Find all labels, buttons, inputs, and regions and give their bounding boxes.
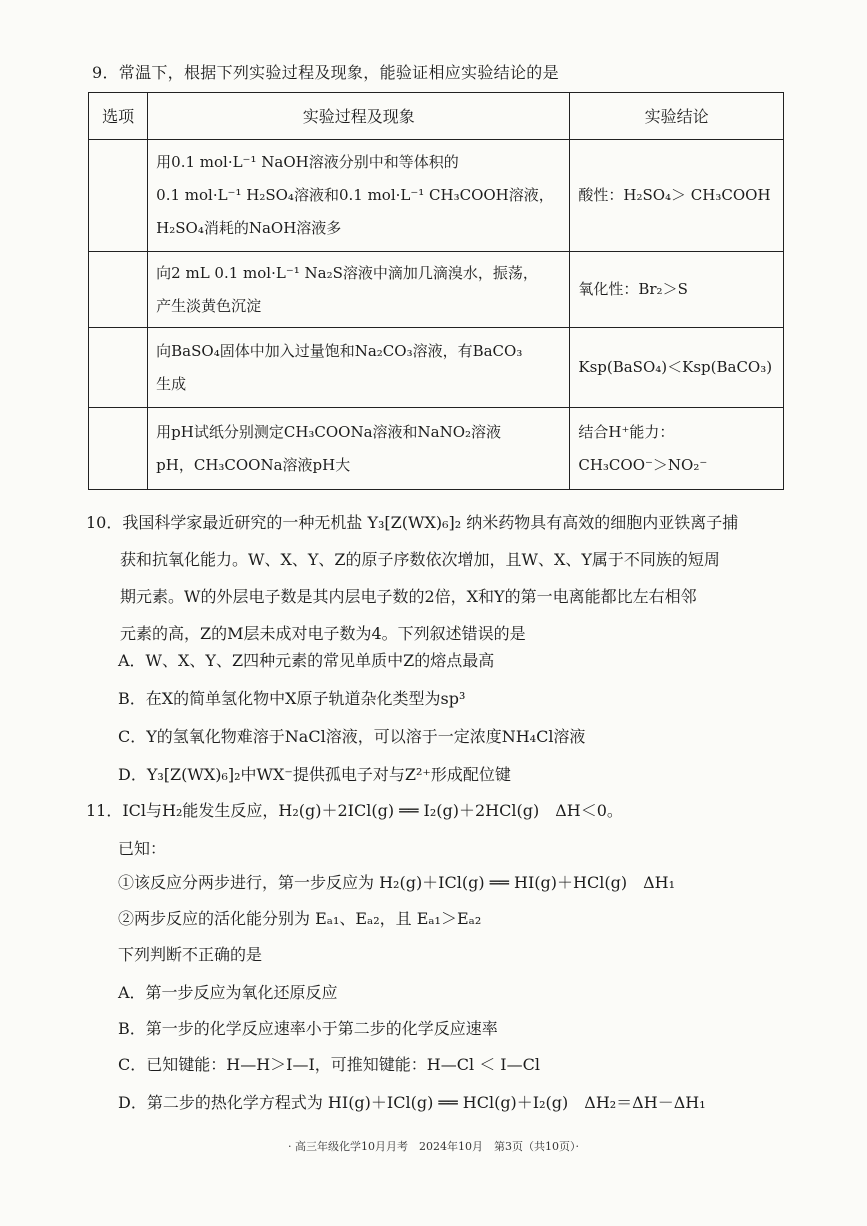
q11-question: 下列判断不正确的是 bbox=[118, 945, 263, 964]
row-option bbox=[89, 408, 148, 490]
conclusion-line: Ksp(BaSO₄)＜Ksp(BaCO₃) bbox=[578, 358, 773, 376]
q11-option-c: C．已知键能：H—H＞I—I，可推知键能：H—Cl ＜ I—Cl bbox=[118, 1055, 540, 1074]
question-9-stem: 9．常温下，根据下列实验过程及现象，能验证相应实验结论的是 bbox=[92, 63, 559, 82]
question-10-line: 10．我国科学家最近研究的一种无机盐 Y₃[Z(WX)₆]₂ 纳米药物具有高效的细胞内亚铁离子捕 bbox=[86, 513, 739, 532]
conclusion-line: 氧化性：Br₂＞S bbox=[578, 280, 688, 298]
row-conclusion bbox=[570, 140, 784, 252]
process-line: 生成 bbox=[156, 374, 187, 393]
conclusion-line: 结合H⁺能力： bbox=[578, 422, 675, 441]
process-line: 向2 mL 0.1 mol·L⁻¹ Na₂S溶液中滴加几滴溴水，振荡， bbox=[156, 263, 538, 282]
experiment-table bbox=[88, 92, 784, 490]
question-10-line: 获和抗氧化能力。W、X、Y、Z的原子序数依次增加，且W、X、Y属于不同族的短周 bbox=[120, 550, 720, 569]
table-row bbox=[89, 328, 784, 408]
table-row bbox=[89, 408, 784, 490]
q11-known-item-2: ②两步反应的活化能分别为 Eₐ₁、Eₐ₂，且 Eₐ₁＞Eₐ₂ bbox=[118, 909, 482, 928]
row-conclusion bbox=[570, 252, 784, 328]
row-option bbox=[89, 252, 148, 328]
process-line: 向BaSO₄固体中加入过量饱和Na₂CO₃溶液，有BaCO₃ bbox=[156, 341, 523, 360]
q11-known-label: 已知： bbox=[118, 839, 167, 858]
process-line: 0.1 mol·L⁻¹ H₂SO₄溶液和0.1 mol·L⁻¹ CH₃COOH溶液， bbox=[156, 186, 554, 204]
row-process bbox=[148, 252, 570, 328]
question-10-line: 期元素。W的外层电子数是其内层电子数的2倍，X和Y的第一电离能都比左右相邻 bbox=[120, 587, 697, 606]
row-conclusion bbox=[570, 328, 784, 408]
process-line: pH，CH₃COONa溶液pH大 bbox=[156, 455, 351, 474]
q11-option-b: B．第一步的化学反应速率小于第二步的化学反应速率 bbox=[118, 1019, 498, 1038]
q10-option-d: D．Y₃[Z(WX)₆]₂中WX⁻提供孤电子对与Z²⁺形成配位键 bbox=[118, 765, 511, 784]
q10-option-b: B．在X的简单氢化物中X原子轨道杂化类型为sp³ bbox=[118, 689, 466, 708]
table-header-row bbox=[89, 93, 784, 140]
header-option: 选项 bbox=[89, 93, 148, 140]
process-line: 用pH试纸分别测定CH₃COONa溶液和NaNO₂溶液 bbox=[156, 422, 502, 441]
process-line: 用0.1 mol·L⁻¹ NaOH溶液分别中和等体积的 bbox=[156, 153, 459, 171]
row-process bbox=[148, 328, 570, 408]
process-line: 产生淡黄色沉淀 bbox=[156, 296, 262, 315]
question-10-line: 元素的高，Z的M层未成对电子数为4。下列叙述错误的是 bbox=[120, 624, 526, 643]
conclusion-line: 酸性：H₂SO₄＞ CH₃COOH bbox=[578, 186, 771, 204]
process-line: H₂SO₄消耗的NaOH溶液多 bbox=[156, 219, 342, 237]
q11-known-item-1: ①该反应分两步进行，第一步反应为 H₂(g)＋ICl(g) ══ HI(g)＋HCl(g) ΔH₁ bbox=[118, 873, 675, 892]
row-option bbox=[89, 140, 148, 252]
question-11-stem: 11．ICl与H₂能发生反应，H₂(g)＋2ICl(g) ══ I₂(g)＋2HCl(g) ΔH＜0。 bbox=[86, 801, 623, 820]
header-conclusion: 实验结论 bbox=[570, 93, 784, 140]
page-footer: · 高三年级化学10月月考 2024年10月 第3页（共10页）· bbox=[288, 1140, 579, 1153]
q11-option-d: D．第二步的热化学方程式为 HI(g)＋ICl(g) ══ HCl(g)＋I₂(g) ΔH₂＝ΔH－ΔH₁ bbox=[118, 1093, 706, 1112]
table-row bbox=[89, 252, 784, 328]
question-10 bbox=[86, 504, 786, 652]
q11-option-a: A．第一步反应为氧化还原反应 bbox=[118, 983, 338, 1002]
q10-option-a: A．W、X、Y、Z四种元素的常见单质中Z的熔点最高 bbox=[118, 651, 495, 670]
q10-option-c: C．Y的氢氧化物难溶于NaCl溶液，可以溶于一定浓度NH₄Cl溶液 bbox=[118, 727, 586, 746]
table-row bbox=[89, 140, 784, 252]
conclusion-line: CH₃COO⁻＞NO₂⁻ bbox=[578, 455, 708, 474]
header-process: 实验过程及现象 bbox=[148, 93, 570, 140]
row-process bbox=[148, 140, 570, 252]
row-process bbox=[148, 408, 570, 490]
row-conclusion bbox=[570, 408, 784, 490]
row-option bbox=[89, 328, 148, 408]
